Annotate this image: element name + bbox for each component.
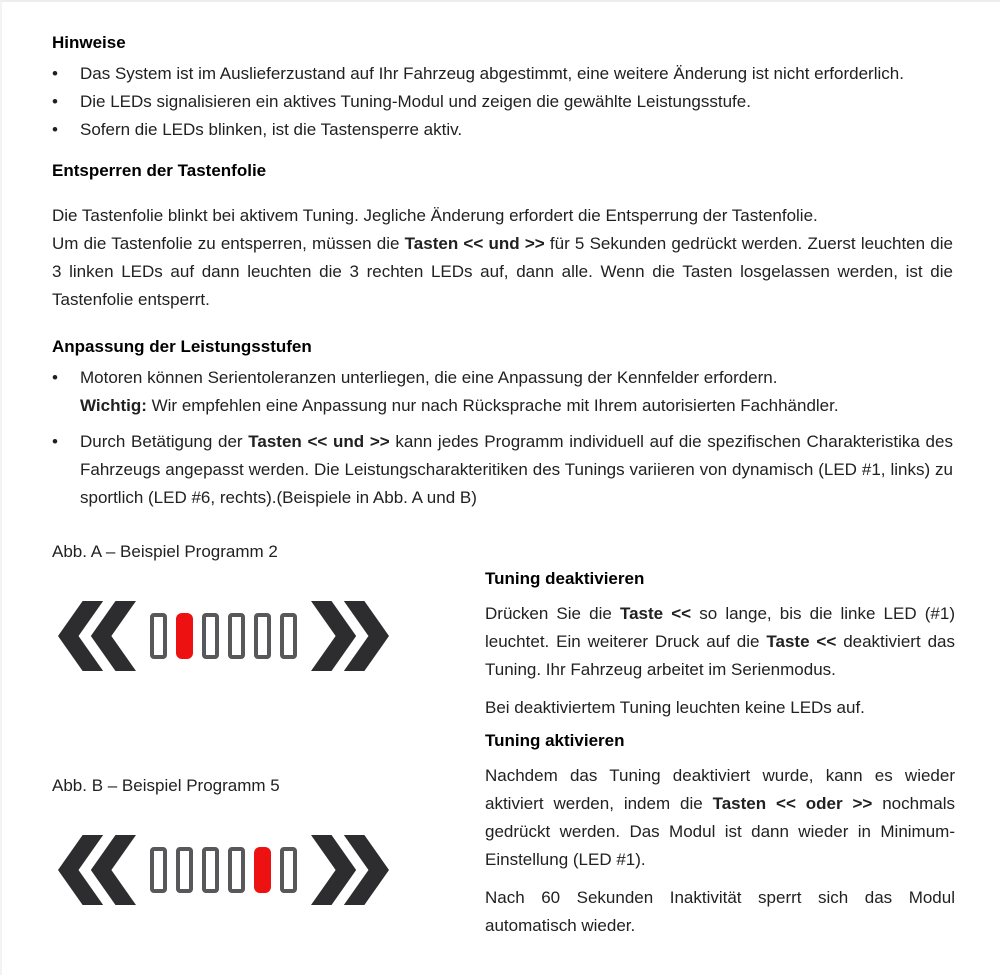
- entsperren-paragraph: [52, 202, 953, 314]
- bullet-item: [52, 88, 953, 116]
- led: [202, 847, 219, 893]
- led: [150, 613, 167, 659]
- tuning-deaktivieren-paragraph: Drücken Sie die Taste << so lange, bis die linke LED (#1) leuchtet. Ein weiterer Druck auf die Taste << deaktiviert das Tuning. Ihr Fahrzeug arbeitet im Serienmodus.: [485, 604, 955, 679]
- led: [228, 847, 245, 893]
- led-row: [150, 613, 297, 659]
- led-active: [254, 847, 271, 893]
- bullet-marker: •: [52, 64, 58, 83]
- bullet-item: [52, 60, 953, 88]
- led: [280, 847, 297, 893]
- led: [176, 847, 193, 893]
- bullet-marker: •: [52, 432, 58, 451]
- hinweise-heading: Hinweise: [52, 33, 126, 52]
- bullet-item: [52, 116, 953, 144]
- tuning-aktivieren-paragraph: Nachdem das Tuning deaktiviert wurde, kann es wieder aktiviert werden, indem die Tasten << oder >> nochmals gedrückt werden. Das Modul ist dann wieder in Minimum-Einstellung (LED #1).: [485, 766, 955, 869]
- double-chevron-right-icon: [311, 835, 389, 905]
- anpassung-heading: Anpassung der Leistungsstufen: [52, 337, 312, 356]
- section-hinweise: [52, 32, 953, 144]
- led-row: [150, 847, 297, 893]
- led: [202, 613, 219, 659]
- paragraph-text: Um die Tastenfolie zu entsperren, müssen die Tasten << und >> für 5 Sekunden gedrückt werden. Zuerst leuchten die 3 linken LEDs auf dann leuchten die 3 rechten LEDs auf, dann alle. Wenn die Tasten losgelassen werden, ist die Tastenfolie entsperrt.: [52, 234, 953, 309]
- led: [254, 613, 271, 659]
- bullet-item: [52, 364, 953, 420]
- figure-column: [52, 534, 485, 940]
- led-graphic-a: [58, 592, 485, 680]
- entsperren-heading: Entsperren der Tastenfolie: [52, 161, 267, 180]
- instruction-column: [485, 534, 955, 940]
- anpassung-bullet-list: [52, 364, 953, 512]
- bullet-text: Durch Betätigung der Tasten << und >> kann jedes Programm individuell auf die spezifischen Charakteristika des Fahrzeugs angepasst werden. Die Leistungscharakteritiken des Tunings variieren von dynamisch (LED #1, links) zu sportlich (LED #6, rechts).(Beispiele in Abb. A und B): [80, 432, 953, 507]
- led-active: [176, 613, 193, 659]
- led: [280, 613, 297, 659]
- double-chevron-left-icon: [58, 835, 136, 905]
- section-anpassung: [52, 336, 953, 512]
- bullet-marker: •: [52, 120, 58, 139]
- bullet-item: [52, 428, 953, 512]
- tuning-aktivieren-heading: Tuning aktivieren: [485, 731, 625, 750]
- bullet-text: Die LEDs signalisieren ein aktives Tuning-Modul und zeigen die gewählte Leistungsstufe.: [80, 92, 751, 111]
- figures-and-instructions: [52, 534, 953, 940]
- tuning-aktivieren-note: Nach 60 Sekunden Inaktivität sperrt sich das Modul automatisch wieder.: [485, 888, 955, 935]
- bullet-marker: •: [52, 368, 58, 387]
- hinweise-bullet-list: [52, 60, 953, 144]
- double-chevron-left-icon: [58, 601, 136, 671]
- figure-b-caption: Abb. B – Beispiel Programm 5: [52, 776, 280, 795]
- bullet-marker: •: [52, 92, 58, 111]
- led: [150, 847, 167, 893]
- tuning-deaktivieren-note: Bei deaktiviertem Tuning leuchten keine LEDs auf.: [485, 698, 865, 717]
- paragraph-line: Die Tastenfolie blinkt bei aktivem Tuning. Jegliche Änderung erfordert die Entsperrung der Tastenfolie.: [52, 206, 818, 225]
- led-graphic-b: [58, 826, 485, 914]
- double-chevron-right-icon: [311, 601, 389, 671]
- bullet-text: Sofern die LEDs blinken, ist die Tastensperre aktiv.: [80, 120, 463, 139]
- section-entsperren: [52, 160, 953, 314]
- tuning-deaktivieren-heading: Tuning deaktivieren: [485, 569, 645, 588]
- figure-a-caption: Abb. A – Beispiel Programm 2: [52, 542, 278, 561]
- bullet-text: Motoren können Serientoleranzen unterliegen, die eine Anpassung der Kennfelder erfordern. Wichtig: Wir empfehlen eine Anpassung nur nach Rücksprache mit Ihrem autorisierten Fachhändler.: [80, 368, 839, 415]
- led: [228, 613, 245, 659]
- bullet-text: Das System ist im Auslieferzustand auf Ihr Fahrzeug abgestimmt, eine weitere Änderung ist nicht erforderlich.: [80, 64, 904, 83]
